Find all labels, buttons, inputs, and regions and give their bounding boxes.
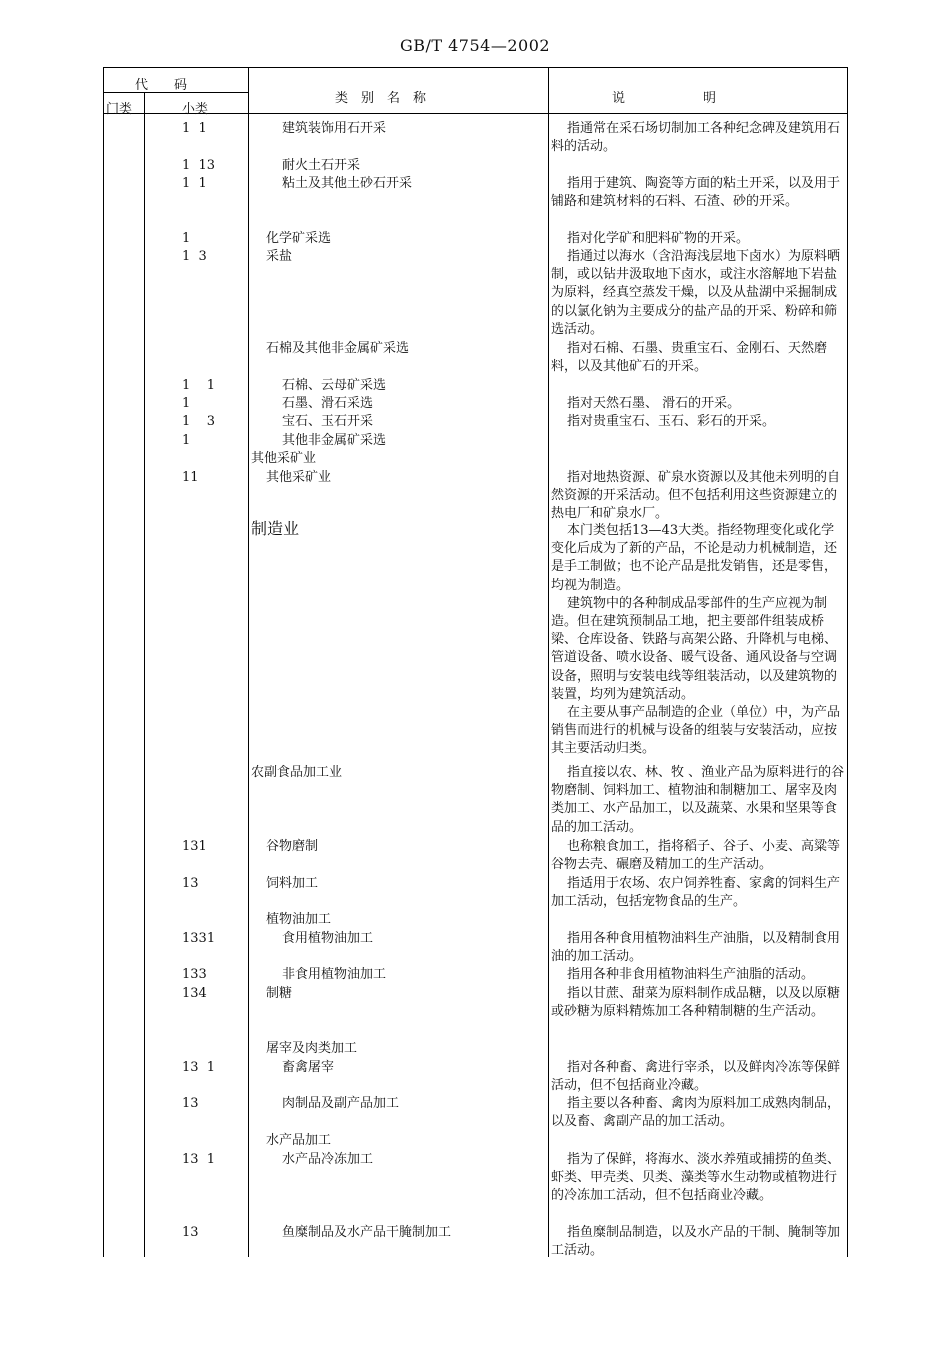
category-description [551,930,847,966]
category-description [551,469,847,524]
category-name: 石墨、滑石采选 [282,396,374,411]
category-description [551,875,847,911]
category-code: 1331 [182,931,216,946]
description-paragraph: 指通常在采石场切制加工各种纪念碑及建筑用石料的活动。 [551,121,841,155]
category-name: 制糖 [266,986,293,1001]
category-name: 化学矿采选 [266,231,332,246]
category-code: 1 1 [182,121,207,136]
category-description [551,120,847,156]
category-code: 1 13 [182,158,216,173]
description-paragraph: 指为了保鲜，将海水、淡水养殖或捕捞的鱼类、虾类、甲壳类、贝类、藻类等水生动物或植物进行的冷冻加工活动，但不包括商业冷藏。 [551,1152,841,1204]
category-name: 鱼糜制品及水产品干腌制加工 [282,1225,452,1240]
category-code: 11 [182,470,199,485]
category-description [551,340,847,376]
name-column-header: 类 别 名 称 [335,91,427,106]
category-name: 植物油加工 [266,912,332,927]
description-paragraph: 指直接以农、林、牧 、渔业产品为原料进行的谷物磨制、饲料加工、植物油和制糖加工、屠宰及肉类加工、水产品加工，以及蔬菜、水果和坚果等食品的加工活动。 [551,765,845,835]
category-description [551,248,847,339]
description-paragraph: 指用各种食用植物油料生产油脂，以及精制食用油的加工活动。 [551,931,841,965]
category-description [551,966,847,984]
category-name: 粘土及其他土砂石开采 [282,176,413,191]
description-paragraph: 指主要以各种畜、禽肉为原料加工成熟肉制品，以及畜、禽副产品的加工活动。 [551,1096,841,1130]
description-paragraph: 建筑物中的各种制成品零部件的生产应视为制造。但在建筑预制品工地，把主要部件组装成桥梁、仓库设备、铁路与高架公路、升降机与电梯、管道设备、喷水设备、暖气设备、通风设备与空调设备，照明与安装电线等组装活动，以及建筑物的装置，均列为建筑活动。 [551,595,838,702]
category-description [551,230,847,248]
category-name: 肉制品及副产品加工 [282,1096,400,1111]
description-paragraph: 指鱼糜制品制造，以及水产品的干制、腌制等加工活动。 [551,1225,841,1259]
category-code: 1 3 [182,249,207,264]
category-door-header: 门类 [106,102,133,117]
category-code: 1 [182,396,191,411]
category-description [551,985,847,1021]
category-name: 水产品冷冻加工 [282,1152,374,1167]
category-name: 宝石、玉石开采 [282,414,374,429]
description-paragraph: 指对各种畜、禽进行宰杀，以及鲜肉冷冻等保鲜活动，但不包括商业冷藏。 [551,1060,841,1094]
category-name: 屠宰及肉类加工 [266,1041,358,1056]
code-column-header: 代 码 [135,78,188,93]
category-name: 非食用植物油加工 [282,967,387,982]
description-paragraph: 在主要从事产品制造的企业（单位）中，为产品销售而进行的机械与设备的组装与安装活动，应按其主要活动归类。 [551,705,841,757]
description-paragraph: 指适用于农场、农户饲养牲畜、家禽的饲料生产加工活动，包括宠物食品的生产。 [551,876,841,910]
description-paragraph: 指对化学矿和肥料矿物的开采。 [567,231,750,246]
category-name: 石棉、云母矿采选 [282,378,387,393]
category-description [551,764,847,837]
category-name: 谷物磨制 [266,839,319,854]
category-minor-header: 小类 [182,102,209,117]
category-code: 1 1 [182,176,207,191]
description-paragraph: 指用于建筑、陶瓷等方面的粘土开采，以及用于铺路和建筑材料的石料、石渣、砂的开采。 [551,176,841,210]
category-description [551,1059,847,1095]
category-code: 1 3 [182,414,216,429]
category-code: 131 [182,839,207,854]
category-description [551,838,847,874]
description-paragraph: 指对贵重宝石、玉石、彩石的开采。 [567,414,776,429]
category-description [551,175,847,211]
description-paragraph: 指以甘蔗、甜菜为原料制作成品糖，以及以原糖或砂糖为原料精炼加工各种精制糖的生产活动。 [551,986,841,1020]
category-name: 其他非金属矿采选 [282,433,387,448]
description-paragraph: 指用各种非食用植物油料生产油脂的活动。 [567,967,815,982]
category-name: 其他采矿业 [266,470,332,485]
category-name: 石棉及其他非金属矿采选 [266,341,410,356]
category-code: 1 [182,231,191,246]
category-description [551,522,847,759]
description-column-header: 说 明 [612,91,717,106]
description-paragraph: 指通过以海水（含沿海浅层地下卤水）为原料晒制，或以钻井汲取地下卤水，或注水溶解地下岩盐为原料，经真空蒸发干燥，以及从盐湖中采掘制成的以氯化钠为主要成分的盐产品的开采、粉碎和筛选活动。 [551,249,841,337]
category-code: 134 [182,986,207,1001]
category-name: 食用植物油加工 [282,931,374,946]
category-description [551,1095,847,1131]
category-code: 13 [182,1225,199,1240]
category-name: 农副食品加工业 [251,765,343,780]
category-name: 水产品加工 [266,1133,332,1148]
category-description [551,1224,847,1260]
category-code: 13 [182,1096,199,1111]
category-name: 耐火土石开采 [282,158,361,173]
category-code: 133 [182,967,207,982]
description-paragraph: 指对地热资源、矿泉水资源以及其他未列明的自然资源的开采活动。但不包括利用这些资源建立的热电厂和矿泉水厂。 [551,470,841,522]
category-name: 制造业 [251,519,300,538]
category-code: 13 1 [182,1060,216,1075]
category-code: 1 1 [182,378,216,393]
category-code: 13 [182,876,199,891]
category-name: 其他采矿业 [251,451,317,466]
category-name: 畜禽屠宰 [282,1060,335,1075]
category-description [551,395,847,413]
description-paragraph: 本门类包括13—43大类。指经物理变化或化学变化后成为了新的产品，不论是动力机械制造，还是手工制做；也不论产品是批发销售，还是零售，均视为制造。 [551,523,838,593]
category-name: 采盐 [266,249,293,264]
description-paragraph: 也称粮食加工，指将稻子、谷子、小麦、高粱等谷物去壳、碾磨及精加工的生产活动。 [551,839,841,873]
category-name: 饲料加工 [266,876,319,891]
description-paragraph: 指对石棉、石墨、贵重宝石、金刚石、天然磨料，以及其他矿石的开采。 [551,341,828,375]
category-description [551,1151,847,1206]
category-code: 1 [182,433,191,448]
category-description [551,413,847,431]
description-paragraph: 指对天然石墨、 滑石的开采。 [567,396,741,411]
page-header: GB/T 4754—2002 [399,36,551,55]
category-code: 13 1 [182,1152,216,1167]
category-name: 建筑装饰用石开采 [282,121,387,136]
